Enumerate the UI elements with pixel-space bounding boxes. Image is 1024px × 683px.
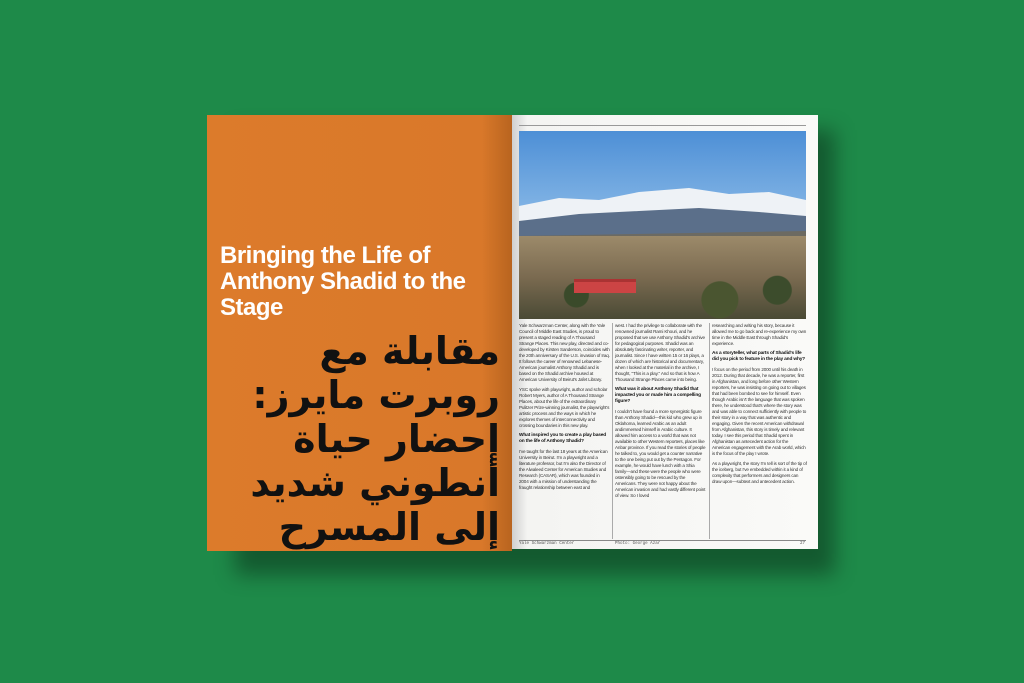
paragraph: I couldn't have found a more synergistic figure than Anthony Shadid—this kid who grew up in Oklahoma, learned Arabic as an adult andimmersed himself in Arabic culture. It allowed him access to a world that was not available to other Western reporters, places like Anbar province. If you read the stories of people he talked to, you would get a counter narrative to the one being put out by the Pentagon. For example, he would have lunch with a Shia family—and these were the people who were ostensibly going to be rescued by the Americans. They were not happy about the American invasion and had vastly different point of view. So I loved <box>615 409 706 498</box>
photo-credit: Photo: George Azar <box>615 542 661 546</box>
landscape-photo <box>519 131 806 319</box>
article-title: Bringing the Life of Anthony Shadid to the Stage <box>220 242 466 321</box>
text-column-3 <box>712 323 807 489</box>
question-heading: What was it about Anthony Shadid that impacted you or made him a compelling figure? <box>615 387 701 404</box>
top-rule <box>519 125 806 126</box>
left-page <box>207 115 512 551</box>
trees <box>519 271 806 319</box>
footer-org: Yale Schwarzman Center <box>519 542 575 546</box>
paragraph: YSC spoke with playwright, author and scholar Robert Myers, author of A Thousand Strange Places, about the life of the extraordinary Pulitzer Prize-winning journalist, the playwright's artistic process and the ways in which he explores themes of interconnectivity and crossing boundaries in this new play. <box>519 387 610 428</box>
question-heading: What inspired you to create a play based on the life of Anthony Shadid? <box>519 433 607 444</box>
paragraph: As a playwright, the story I'm tell is sort of the tip of the iceberg, but I've embedded within it a kind of complexity that performers and designers can draw upon—subtext and antecedent action. <box>712 461 807 484</box>
paragraph: I focus on the period from 2000 until his death in 2012. During that decade, he was a reporter, first in Afghanistan, and long before other Western reporters, he was insisting on going out to villages that had been bombed to see for himself. Even though Arabic isn't the language that was spoken there, he understood that's where the story was and was able to connect sufficiently with people to their story in a way that was authentic and engaging. Given the recent American withdrawal from Afghanistan, this story is timely and relevant today. I see this period that Shadid spent in Afghanistan as antecedent action for the American engagement with the Arab world, which is the focus of the play I wrote. <box>712 367 807 456</box>
text-column-1 <box>519 323 610 495</box>
column-divider <box>612 323 613 539</box>
red-roof-house <box>574 279 636 293</box>
arabic-title: مقابلة مع روبرت مايرز: إحضار حياة أنطوني شديد إلى المسرح <box>250 329 500 549</box>
right-page <box>512 115 818 549</box>
column-divider <box>709 323 710 539</box>
footer-rule <box>519 540 806 541</box>
paragraph: Yale Schwarzman Center, along with the Yale Council of Middle East Studies, is proud to present a staged reading of A Thousand Strange Places. This new play, directed and co-developed by Kirsten Sanderson, coincides with the 20th anniversary of the U.S. invasion of Iraq. It follows the career of renowned Lebanese-American journalist Anthony Shadid and is based on the Shadid archive housed at American University of Beirut's Jafet Library. <box>519 323 610 382</box>
paragraph: I've taught for the last 18 years at the American University in Beirut. I'm a playwright and a literature professor, but I'm also the Director of the Alwaleed Center for American Studies and Research (CASAR), which was founded in 2004 with a mission of understanding the fraught relationship between east and <box>519 449 608 490</box>
text-column-2 <box>615 323 706 503</box>
paragraph: west. I had the privilege to collaborate with the renowned journalist Rami Khouri, and he proposed that we use Anthony Shadid's archive for pedagogical purposes. Shadid was an absolutely fascinating writer, reporter, and journalist. Since I have written 15 or 16 plays, a dozen of which are historical and documentary, when I looked at the material in the archive, I thought, "This is a play." And so that is how A Thousand Strange Places came into being. <box>615 323 705 382</box>
page-number: 27 <box>800 542 806 546</box>
paragraph: researching and writing his story, because it allowed me to go back and re-experience my own time in the Middle East through Shadid's experience. <box>712 323 807 346</box>
question-heading: As a storyteller, what parts of Shadid's life did you pick to feature in the play and why? <box>712 351 806 362</box>
